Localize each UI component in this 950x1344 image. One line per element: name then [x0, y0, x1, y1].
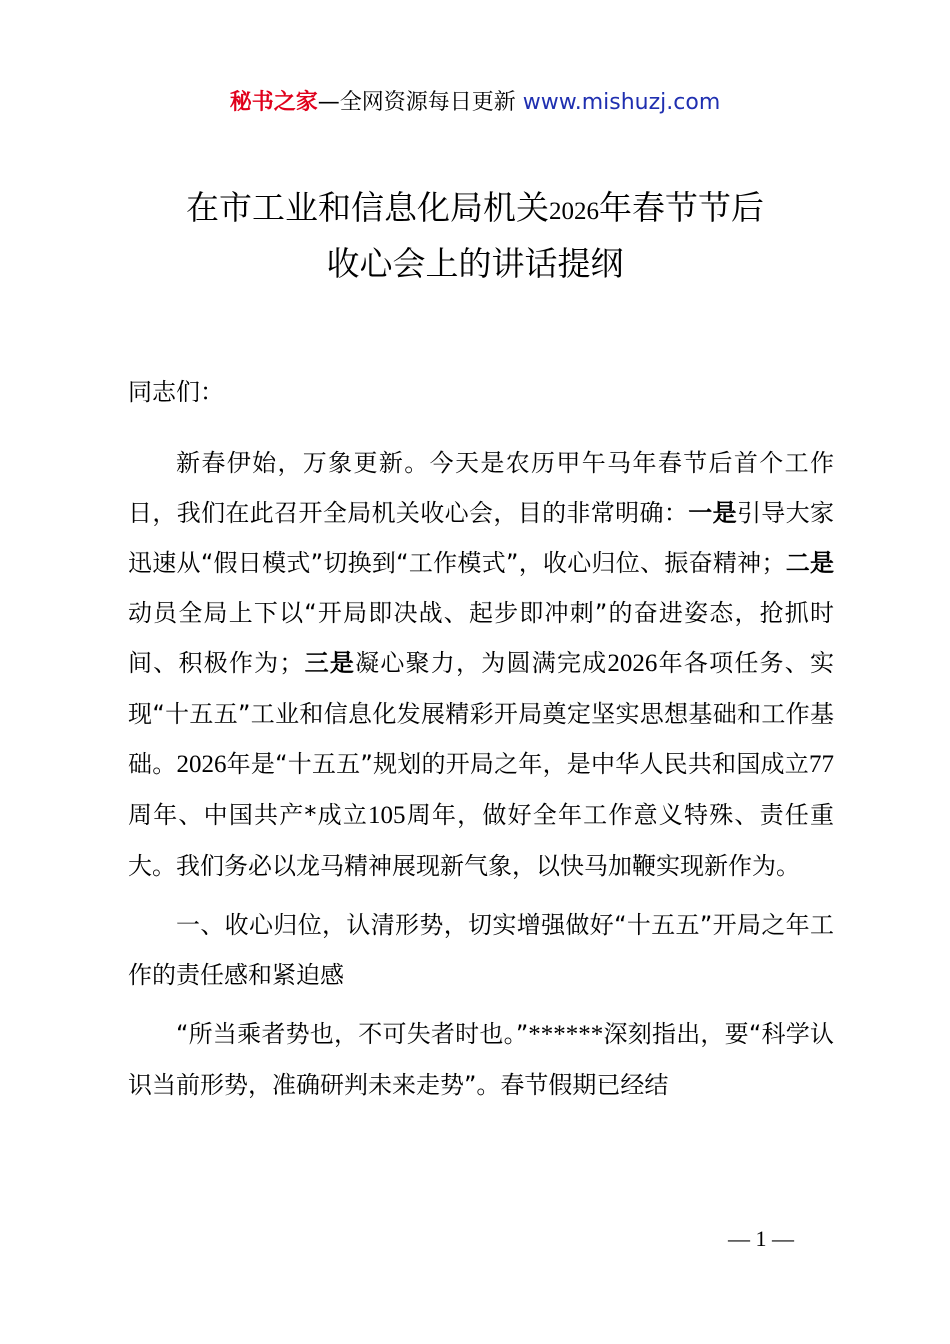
- title-line-2: 收心会上的讲话提纲: [326, 244, 624, 283]
- intro-text-6: 年是“十五五”规划的开局之年，是中华人民共和国成立: [226, 750, 809, 778]
- intro-text-3: 动员全局上下以“开局即决战、起步即冲刺”的奋进姿态，抢抓时间、积极作为；: [128, 599, 834, 677]
- intro-text-7: 周年、中国共产*成立: [128, 801, 369, 829]
- keyword-third: 三是: [303, 649, 356, 677]
- section-heading-1: 一、收心归位，认清形势，切实增强做好“十五五”开局之年工作的责任感和紧迫感: [128, 911, 834, 989]
- site-url-link[interactable]: www.mishuzj.com: [522, 90, 721, 115]
- year-2026-b: 2026: [176, 751, 227, 778]
- year-2026-a: 2026: [607, 650, 658, 677]
- salutation: 同志们：: [128, 378, 224, 406]
- number-105: 105: [368, 802, 406, 829]
- quote-text: “所当乘者势也，不可失者时也。”: [176, 1020, 529, 1048]
- document-title: [100, 182, 850, 290]
- intro-text-1: 新春伊始，万象更新。今天是农历甲午马年春节后首个工作日，我们在此召开全局机关收心会，目的非常明确：: [128, 449, 834, 527]
- page-number: — 1 —: [728, 1226, 794, 1251]
- intro-paragraph: [128, 438, 834, 891]
- header-tagline: —全网资源每日更新: [317, 90, 523, 115]
- intro-text-5: 年各项任务、实现“十五五”工业和信息化发展精彩开局奠定坚实思想基础和工作基础。: [128, 649, 835, 778]
- intro-text-8: 周年，做好全年工作意义特殊、责任重大。我们务必以龙马精神展现新气象，以快马加鞭实现新作为。: [128, 801, 835, 880]
- section-paragraph-1: [128, 1009, 834, 1110]
- document-body: [128, 376, 834, 1110]
- title-line-1: [100, 182, 850, 238]
- brand-name: 秘书之家: [229, 90, 318, 115]
- title-text-a: 在市工业和信息化局机关: [186, 188, 549, 227]
- title-year: 2026: [549, 198, 599, 225]
- intro-text-2: 引导大家迅速从“假日模式”切换到“工作模式”，收心归位、振奋精神；: [128, 499, 835, 577]
- title-text-b: 年春节节后: [599, 188, 764, 227]
- number-77: 77: [809, 751, 834, 778]
- section-text: 深刻指出，要“科学认识当前形势，准确研判未来走势”。春节假期已经结: [128, 1020, 834, 1099]
- keyword-second: 二是: [785, 549, 835, 577]
- site-header: [0, 88, 950, 118]
- redacted-name: ******: [528, 1021, 604, 1048]
- intro-text-4: 凝心聚力，为圆满完成: [355, 649, 608, 677]
- keyword-first: 一是: [688, 499, 737, 527]
